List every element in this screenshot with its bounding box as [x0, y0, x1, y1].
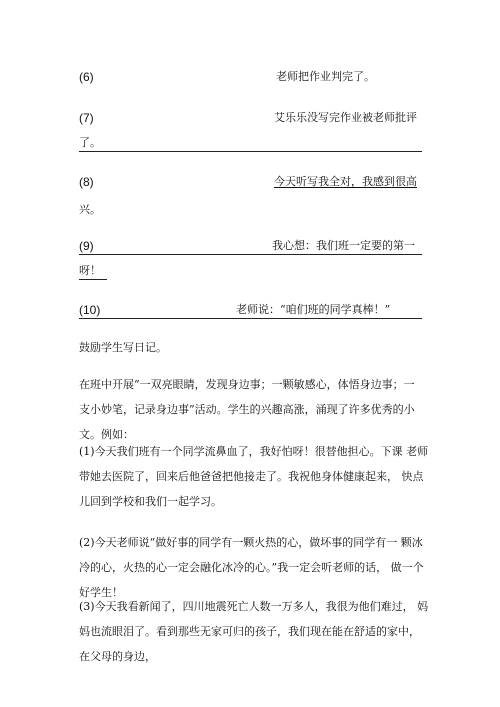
example-text: (2)今天老师说“做好事的同学有一颗火热的心，做坏事的同学有一 颗冰冷的心，火热的心一定会融化冰冷的心。”我一定会听老师的话， 做一个好学生！ — [79, 536, 424, 599]
item-text-continued: 兴。 — [79, 203, 101, 216]
item-number: (9) — [79, 239, 94, 253]
answer-rule — [79, 279, 107, 280]
item-number: (10) — [79, 303, 101, 317]
item-number: (6) — [79, 70, 94, 84]
intro-text: 在班中开展“一双亮眼睛，发现身边事；一颗敏感心，体悟身边事；一 支小妙笔，记录身边事”活动。学生的兴趣高涨，涌现了许多优秀的小 文。例如： — [79, 378, 415, 441]
item-text: 老师把作业判完了。 — [276, 70, 375, 83]
item-number: (8) — [79, 175, 94, 189]
section-heading: 鼓励学生写日记。 — [79, 341, 167, 354]
intro-paragraph — [79, 372, 429, 447]
item-text-continued: 呀！ — [79, 264, 101, 277]
answer-rule — [79, 254, 422, 255]
item-text: 老师说：“咱们班的同学真棒！” — [236, 303, 391, 316]
item-text: 艾乐乐没写完作业被老师批评 — [274, 111, 417, 124]
answer-rule — [79, 151, 422, 152]
item-text: 我心想：我们班一定要的第一 — [272, 239, 415, 252]
example-paragraph — [79, 439, 429, 514]
example-text: (1)今天我们班有一个同学流鼻血了，我好怕呀！很替他担心。下课 老师带她去医院了，回来后他爸爸把他接走了。我祝他身体健康起来， 快点儿回到学校和我们一起学习。 — [79, 445, 429, 508]
example-text: (3)今天我看新闻了，四川地震死亡人数一万多人，我很为他们难过， 妈妈也流眼泪了。看到那些无家可归的孩子，我们现在能在舒适的家中，在父母的身边， — [79, 600, 429, 663]
item-number: (7) — [79, 111, 94, 125]
answer-rule — [79, 318, 422, 319]
item-text-continued: 了。 — [79, 136, 101, 149]
item-text: 今天听写我全对，我感到很高 — [274, 175, 417, 188]
example-paragraph — [79, 594, 429, 669]
